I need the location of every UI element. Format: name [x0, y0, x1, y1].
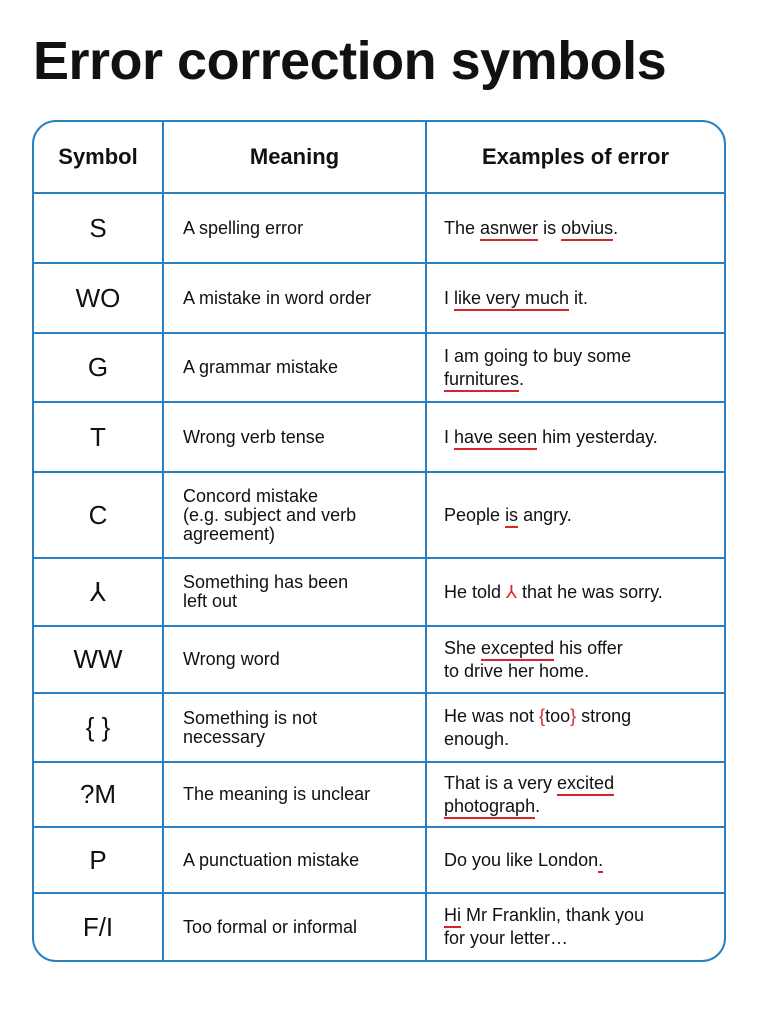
- example-segment: Mr Franklin, thank you for your letter…: [444, 905, 645, 948]
- example-segment: She: [444, 637, 482, 658]
- error-symbols-table: [32, 120, 726, 962]
- example-segment: People: [444, 504, 506, 525]
- example-segment: angry.: [518, 504, 572, 525]
- error-underline: like very much: [454, 288, 569, 311]
- error-underline: have seen: [454, 427, 537, 450]
- example-segment: I am going to buy some: [444, 345, 632, 366]
- error-underline: photograph: [444, 796, 535, 819]
- example-text: [444, 849, 603, 872]
- symbol-cell: ?M: [34, 763, 164, 828]
- example-segment: He told: [444, 581, 507, 602]
- page-title: Error correction symbols: [33, 31, 667, 91]
- example-segment: I: [444, 287, 455, 308]
- example-cell: [427, 694, 724, 763]
- example-cell: [427, 763, 724, 828]
- symbol-cell: P: [34, 828, 164, 894]
- meaning-cell: A mistake in word order: [164, 264, 427, 334]
- example-segment: He was not: [444, 705, 540, 726]
- example-text: [444, 217, 618, 240]
- example-segment: strong enough.: [444, 705, 632, 749]
- example-cell: [427, 627, 724, 694]
- error-underline: is: [505, 505, 518, 528]
- example-cell: [427, 403, 724, 473]
- example-segment: that he was sorry.: [517, 581, 663, 602]
- example-segment: him yesterday.: [537, 426, 658, 447]
- example-text: [444, 504, 572, 527]
- meaning-cell: Too formal or informal: [164, 894, 427, 960]
- meaning-cell: Concord mistake (e.g. subject and verb agreement): [164, 473, 427, 559]
- error-underline: excited: [557, 773, 614, 796]
- symbol-cell: WO: [34, 264, 164, 334]
- example-cell: [427, 828, 724, 894]
- symbol-cell: F/I: [34, 894, 164, 960]
- meaning-cell: Wrong verb tense: [164, 403, 427, 473]
- example-text: [444, 287, 588, 310]
- symbol-cell: ⅄: [34, 559, 164, 627]
- meaning-cell: Something has been left out: [164, 559, 427, 627]
- meaning-cell: The meaning is unclear: [164, 763, 427, 828]
- example-cell: [427, 194, 724, 264]
- example-segment: .: [535, 795, 541, 816]
- example-segment: That is a very: [444, 772, 558, 793]
- error-underline: asnwer: [480, 218, 538, 241]
- error-mark: {: [539, 705, 546, 726]
- error-mark: }: [570, 705, 577, 726]
- example-segment: The: [444, 217, 481, 238]
- example-segment: is: [538, 217, 562, 238]
- example-cell: [427, 264, 724, 334]
- example-text: [444, 904, 644, 950]
- meaning-cell: A punctuation mistake: [164, 828, 427, 894]
- meaning-cell: A spelling error: [164, 194, 427, 264]
- example-cell: [427, 559, 724, 627]
- error-underline: obvius: [561, 218, 613, 241]
- meaning-cell: Wrong word: [164, 627, 427, 694]
- example-cell: [427, 334, 724, 403]
- example-text: [444, 345, 631, 391]
- example-segment: his offer to drive her home.: [444, 637, 623, 681]
- symbol-cell: WW: [34, 627, 164, 694]
- symbol-cell: S: [34, 194, 164, 264]
- header-examples: Examples of error: [427, 122, 724, 194]
- error-underline: excepted: [481, 638, 554, 661]
- example-segment: .: [613, 217, 619, 238]
- example-cell: [427, 894, 724, 960]
- error-underline: furnitures: [444, 369, 519, 392]
- example-text: [444, 581, 663, 604]
- symbol-cell: G: [34, 334, 164, 403]
- example-cell: [427, 473, 724, 559]
- error-underline: .: [598, 850, 603, 873]
- error-underline: Hi: [444, 905, 461, 928]
- meaning-cell: Something is not necessary: [164, 694, 427, 763]
- header-meaning: Meaning: [164, 122, 427, 194]
- meaning-cell: A grammar mistake: [164, 334, 427, 403]
- header-symbol: Symbol: [34, 122, 164, 194]
- example-segment: it.: [569, 287, 589, 308]
- symbol-cell: T: [34, 403, 164, 473]
- example-segment: I: [444, 426, 455, 447]
- example-text: [444, 705, 631, 751]
- example-text: [444, 637, 623, 683]
- example-segment: .: [519, 368, 525, 389]
- error-mark: ⅄: [506, 581, 518, 602]
- symbol-cell: { }: [34, 694, 164, 763]
- example-segment: too: [545, 705, 571, 726]
- example-text: [444, 426, 658, 449]
- example-text: [444, 772, 614, 818]
- example-segment: Do you like London: [444, 849, 599, 870]
- symbol-cell: C: [34, 473, 164, 559]
